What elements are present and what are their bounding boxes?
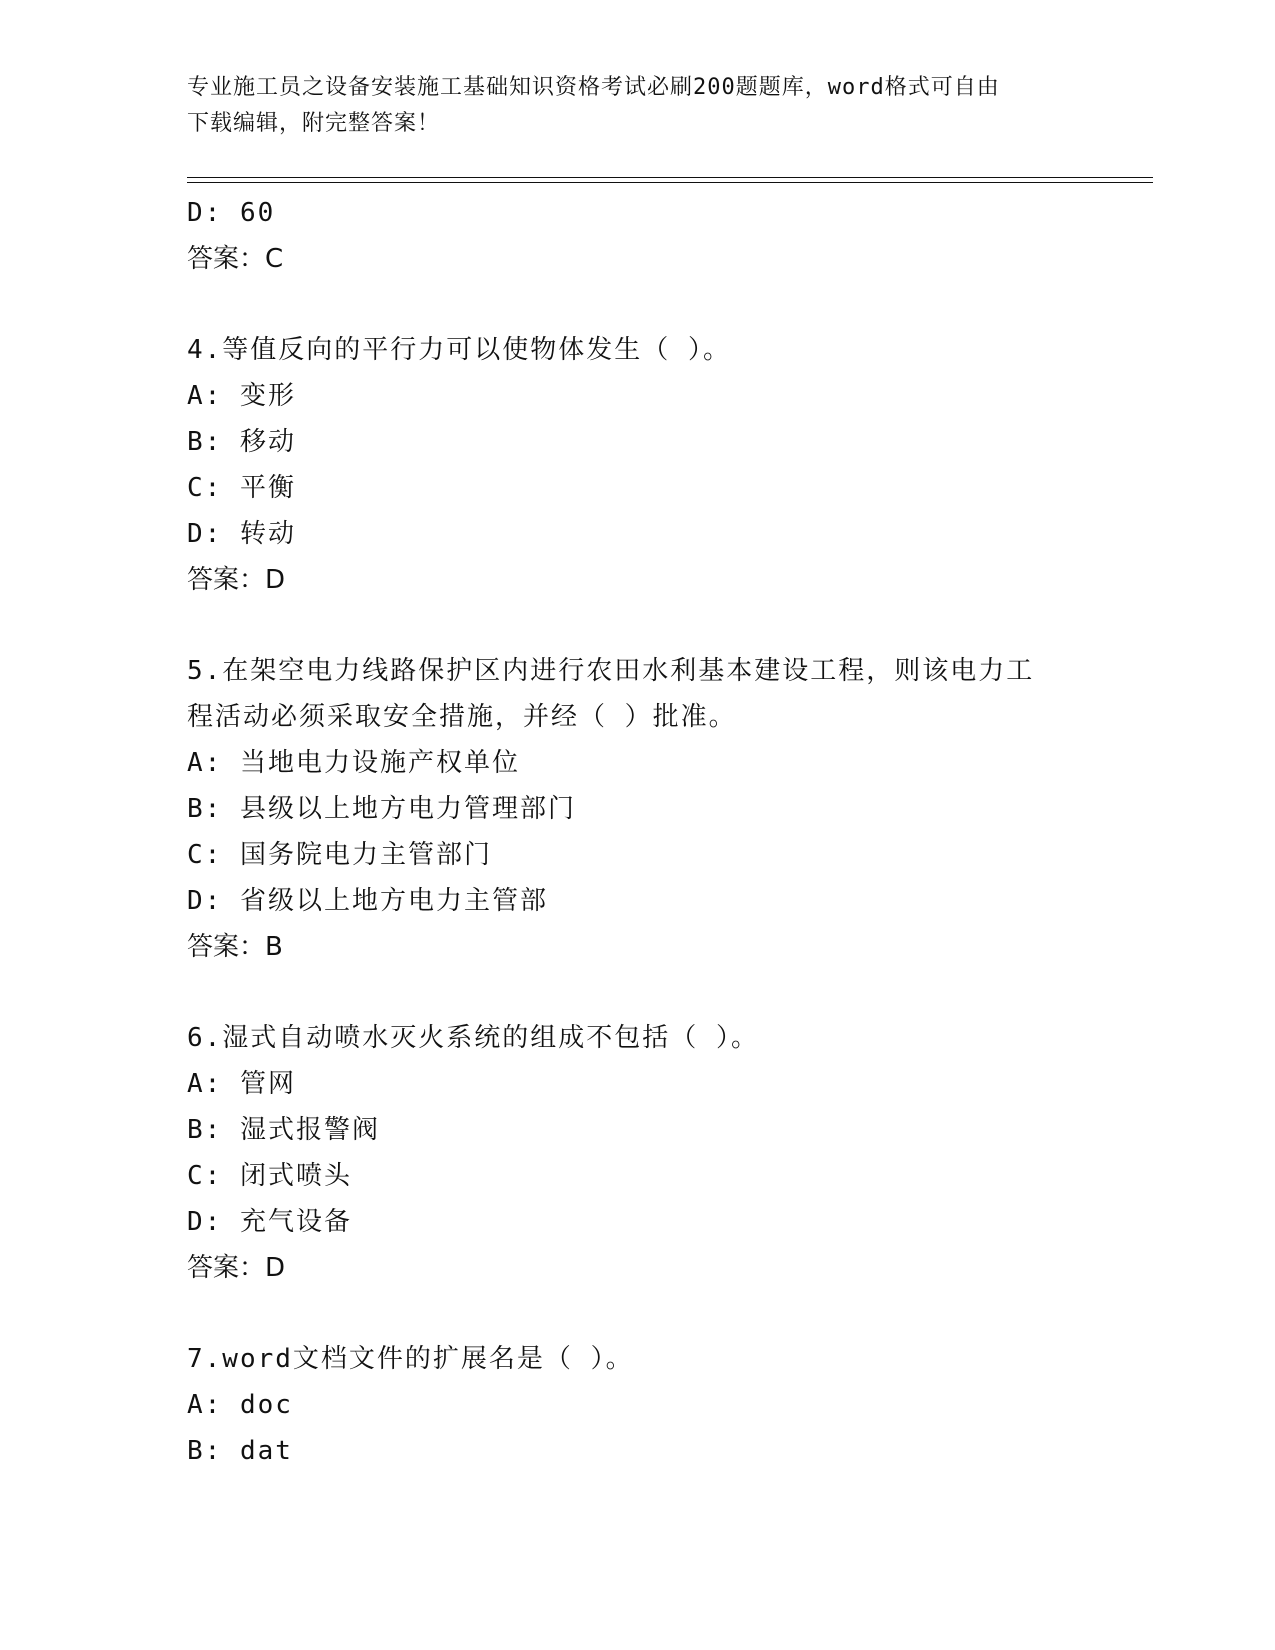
header-title-line-1: 专业施工员之设备安装施工基础知识资格考试必刷200题题库，word格式可自由 (187, 75, 1000, 100)
option-c: C: 平衡 (187, 473, 296, 503)
question-gap (187, 1291, 1153, 1336)
option-c: C: 闭式喷头 (187, 1161, 352, 1191)
option-a: A: 当地电力设施产权单位 (187, 748, 520, 778)
question-gap (187, 282, 1153, 327)
option-a: A: 变形 (187, 381, 296, 411)
option-a: A: doc (187, 1390, 293, 1420)
answer-line: 答案：C (187, 244, 284, 274)
header-rule-top (187, 177, 1153, 178)
answer-line: 答案：B (187, 932, 283, 962)
question-stem-7: 7.word文档文件的扩展名是（ ）。 (187, 1344, 634, 1374)
question-stem-5-line-1: 5.在架空电力线路保护区内进行农田水利基本建设工程，则该电力工 (187, 656, 1035, 686)
option-d: D: 省级以上地方电力主管部 (187, 886, 548, 916)
answer-line: 答案：D (187, 1253, 286, 1283)
question-stem-6: 6.湿式自动喷水灭火系统的组成不包括（ ）。 (187, 1023, 759, 1053)
option-b: B: 湿式报警阀 (187, 1115, 380, 1145)
option-b: B: 县级以上地方电力管理部门 (187, 794, 576, 824)
option-a: A: 管网 (187, 1069, 296, 1099)
question-stem-5-line-2: 程活动必须采取安全措施，并经（ ）批准。 (187, 702, 737, 732)
option-d: D: 60 (187, 198, 276, 228)
header-rule-bottom (187, 182, 1153, 183)
answer-line: 答案：D (187, 565, 286, 595)
question-stem-4: 4.等值反向的平行力可以使物体发生（ ）。 (187, 335, 731, 365)
option-d: D: 转动 (187, 519, 296, 549)
option-b: B: 移动 (187, 427, 296, 457)
option-b: B: dat (187, 1436, 293, 1466)
question-content (187, 190, 1153, 1474)
header-title-line-2: 下载编辑，附完整答案！ (187, 111, 441, 136)
option-d: D: 充气设备 (187, 1207, 352, 1237)
question-gap (187, 970, 1153, 1015)
option-c: C: 国务院电力主管部门 (187, 840, 492, 870)
question-gap (187, 603, 1153, 648)
document-header (187, 70, 1087, 142)
